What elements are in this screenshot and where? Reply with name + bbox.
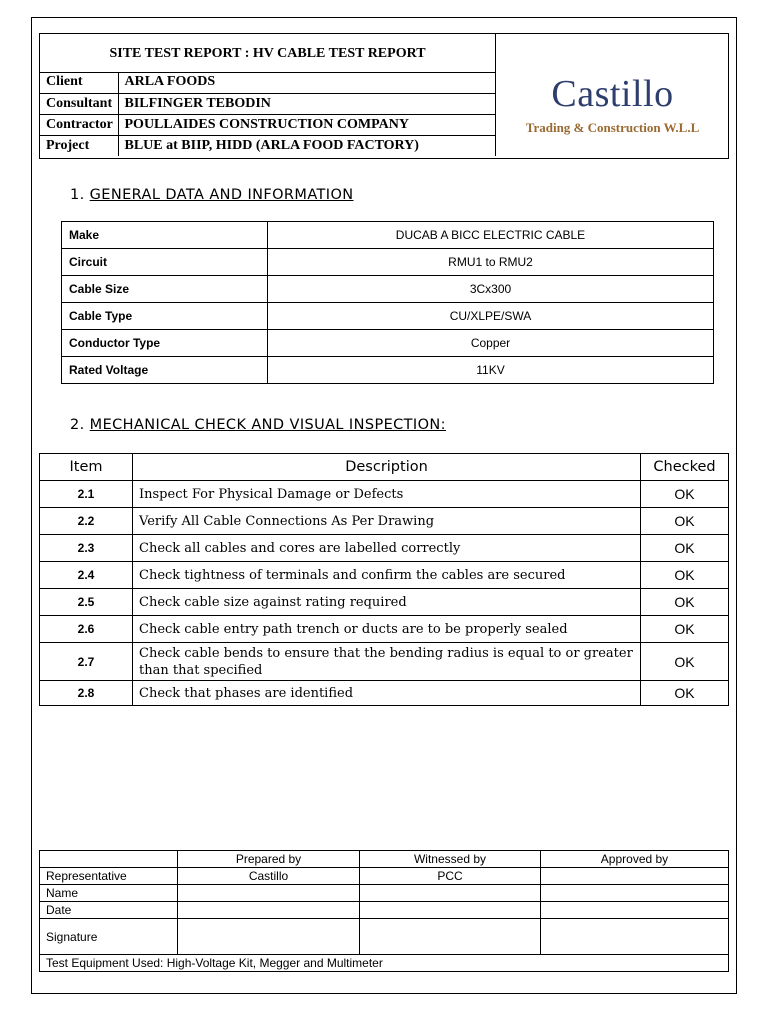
- item-number: 2.8: [40, 681, 133, 706]
- table-header-row: [40, 454, 729, 481]
- signature-footer-row: [40, 955, 729, 972]
- item-checked: OK: [641, 616, 729, 643]
- field-label: Rated Voltage: [62, 357, 268, 384]
- witnessed-cell[interactable]: [360, 885, 541, 902]
- signature-header-row: [40, 851, 729, 868]
- info-row-contractor: [40, 114, 496, 135]
- item-description: Check cable bends to ensure that the bending radius is equal to or greater than that specified: [133, 643, 641, 681]
- table-row: [40, 681, 729, 706]
- field-value: Copper: [268, 330, 714, 357]
- table-row: [62, 276, 714, 303]
- approved-cell[interactable]: [541, 919, 729, 955]
- prepared-cell[interactable]: [178, 902, 360, 919]
- table-row: [62, 357, 714, 384]
- info-value: ARLA FOODS: [118, 72, 496, 93]
- item-number: 2.4: [40, 562, 133, 589]
- company-logo: [497, 34, 728, 158]
- general-data-table: [61, 221, 714, 384]
- item-description: Check cable size against rating required: [133, 589, 641, 616]
- table-row: [62, 303, 714, 330]
- row-label: Representative: [40, 868, 178, 885]
- item-number: 2.2: [40, 508, 133, 535]
- item-description: Check that phases are identified: [133, 681, 641, 706]
- field-label: Cable Size: [62, 276, 268, 303]
- witnessed-cell: PCC: [360, 868, 541, 885]
- field-value: RMU1 to RMU2: [268, 249, 714, 276]
- column-header-witnessed: Witnessed by: [360, 851, 541, 868]
- prepared-cell[interactable]: [178, 885, 360, 902]
- report-header: [39, 33, 729, 159]
- witnessed-cell[interactable]: [360, 902, 541, 919]
- signature-row-date: [40, 902, 729, 919]
- column-header-item: Item: [40, 454, 133, 481]
- item-checked: OK: [641, 481, 729, 508]
- prepared-cell: Castillo: [178, 868, 360, 885]
- field-value: 3Cx300: [268, 276, 714, 303]
- info-value: BILFINGER TEBODIN: [118, 93, 496, 114]
- table-row: [62, 222, 714, 249]
- logo-subtitle: Trading & Construction W.L.L: [525, 120, 700, 135]
- item-checked: OK: [641, 681, 729, 706]
- field-label: Cable Type: [62, 303, 268, 330]
- info-row-project: [40, 135, 496, 156]
- item-number: 2.3: [40, 535, 133, 562]
- item-number: 2.1: [40, 481, 133, 508]
- field-label: Make: [62, 222, 268, 249]
- table-row: [40, 535, 729, 562]
- signature-table: [39, 850, 729, 972]
- table-row: [40, 616, 729, 643]
- signature-row-name: [40, 885, 729, 902]
- section-heading-mechanical: [70, 417, 446, 433]
- field-value: CU/XLPE/SWA: [268, 303, 714, 330]
- info-value: POULLAIDES CONSTRUCTION COMPANY: [118, 114, 496, 135]
- info-row-consultant: [40, 93, 496, 114]
- item-number: 2.5: [40, 589, 133, 616]
- info-key: Consultant: [40, 93, 118, 114]
- signature-row-representative: [40, 868, 729, 885]
- report-title: SITE TEST REPORT : HV CABLE TEST REPORT: [40, 34, 496, 73]
- approved-cell[interactable]: [541, 902, 729, 919]
- approved-cell: [541, 868, 729, 885]
- project-info-table: [40, 72, 496, 156]
- table-row: [40, 508, 729, 535]
- field-value: 11KV: [268, 357, 714, 384]
- item-description: Check all cables and cores are labelled correctly: [133, 535, 641, 562]
- column-header-description: Description: [133, 454, 641, 481]
- field-label: Circuit: [62, 249, 268, 276]
- item-description: Check cable entry path trench or ducts are to be properly sealed: [133, 616, 641, 643]
- item-description: Inspect For Physical Damage or Defects: [133, 481, 641, 508]
- info-row-client: [40, 72, 496, 93]
- section-number: 1.: [70, 187, 85, 203]
- item-description: Verify All Cable Connections As Per Drawing: [133, 508, 641, 535]
- row-label: Signature: [40, 919, 178, 955]
- signature-row-signature: [40, 919, 729, 955]
- info-key: Project: [40, 135, 118, 156]
- field-value: DUCAB A BICC ELECTRIC CABLE: [268, 222, 714, 249]
- witnessed-cell[interactable]: [360, 919, 541, 955]
- table-row: [40, 589, 729, 616]
- section-title: MECHANICAL CHECK AND VISUAL INSPECTION:: [89, 417, 446, 433]
- info-key: Contractor: [40, 114, 118, 135]
- test-equipment-note: Test Equipment Used: High-Voltage Kit, Megger and Multimeter: [40, 955, 729, 972]
- table-row: [40, 562, 729, 589]
- item-number: 2.7: [40, 643, 133, 681]
- item-checked: OK: [641, 562, 729, 589]
- prepared-cell[interactable]: [178, 919, 360, 955]
- item-checked: OK: [641, 589, 729, 616]
- row-label: Name: [40, 885, 178, 902]
- logo-name: Castillo: [551, 73, 674, 115]
- item-number: 2.6: [40, 616, 133, 643]
- info-key: Client: [40, 72, 118, 93]
- column-header-prepared: Prepared by: [178, 851, 360, 868]
- item-checked: OK: [641, 643, 729, 681]
- column-header-checked: Checked: [641, 454, 729, 481]
- section-heading-general: [70, 187, 354, 203]
- table-row: [62, 249, 714, 276]
- table-row: [40, 481, 729, 508]
- section-title: GENERAL DATA AND INFORMATION: [89, 187, 354, 203]
- item-checked: OK: [641, 535, 729, 562]
- approved-cell[interactable]: [541, 885, 729, 902]
- item-checked: OK: [641, 508, 729, 535]
- row-label: Date: [40, 902, 178, 919]
- field-label: Conductor Type: [62, 330, 268, 357]
- table-row: [62, 330, 714, 357]
- mechanical-check-table: [39, 453, 729, 706]
- table-row: [40, 643, 729, 681]
- section-number: 2.: [70, 417, 85, 433]
- item-description: Check tightness of terminals and confirm the cables are secured: [133, 562, 641, 589]
- empty-cell: [40, 851, 178, 868]
- column-header-approved: Approved by: [541, 851, 729, 868]
- info-value: BLUE at BIIP, HIDD (ARLA FOOD FACTORY): [124, 137, 419, 153]
